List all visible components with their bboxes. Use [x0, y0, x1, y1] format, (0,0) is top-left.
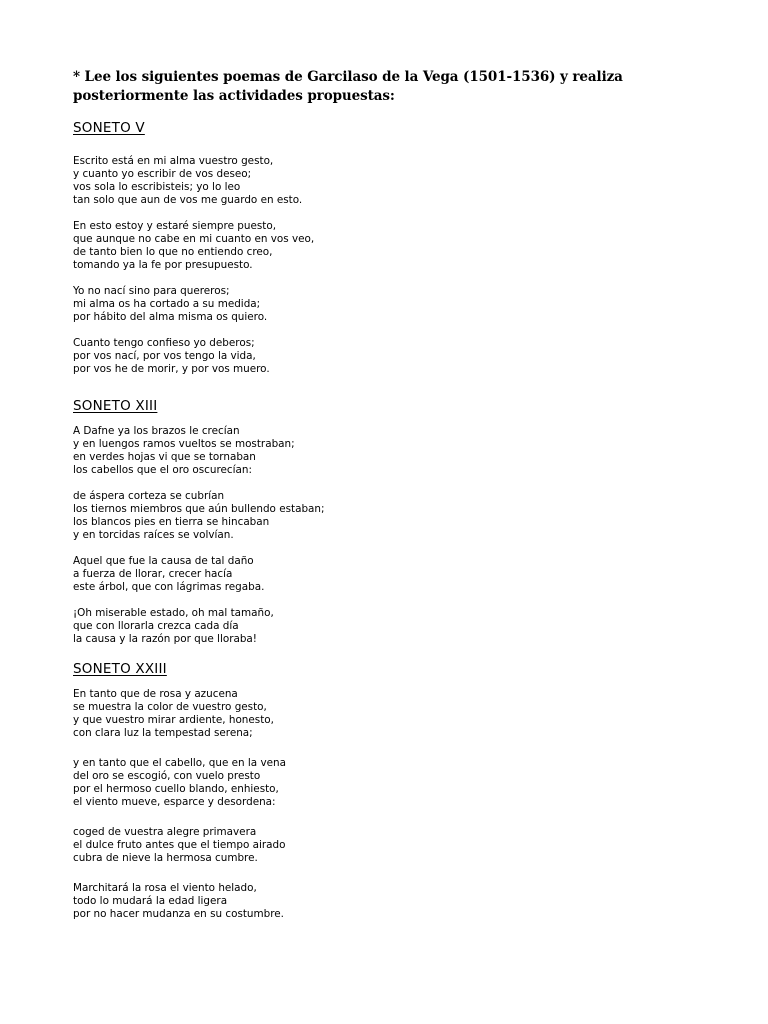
- verse-line: de tanto bien lo que no entiendo creo,: [73, 246, 273, 258]
- sonnet-xiii: [73, 398, 703, 646]
- sonnet-xxiii: [73, 661, 703, 921]
- stanza: [73, 757, 703, 809]
- verse-line: los cabellos que el oro oscurecían:: [73, 464, 252, 476]
- stanza: [73, 155, 703, 207]
- verse-line: a fuerza de llorar, crecer hacía: [73, 568, 233, 580]
- verse-line: en verdes hojas vi que se tornaban: [73, 451, 256, 463]
- verse-line: tan solo que aun de vos me guardo en esto.: [73, 194, 303, 206]
- verse-line: los tiernos miembros que aún bullendo estaban;: [73, 503, 325, 515]
- verse-line: cubra de nieve la hermosa cumbre.: [73, 852, 258, 864]
- verse-line: En tanto que de rosa y azucena: [73, 688, 238, 700]
- verse-line: Escrito está en mi alma vuestro gesto,: [73, 155, 274, 167]
- stanza: [73, 555, 703, 594]
- verse-line: del oro se escogió, con vuelo presto: [73, 770, 261, 782]
- stanza: [73, 337, 703, 376]
- verse-line: la causa y la razón por que lloraba!: [73, 633, 257, 645]
- verse-line: mi alma os ha cortado a su medida;: [73, 298, 261, 310]
- verse-line: Cuanto tengo confieso yo deberos;: [73, 337, 255, 349]
- verse-line: Aquel que fue la causa de tal daño: [73, 555, 254, 567]
- verse-line: y en tanto que el cabello, que en la vena: [73, 757, 286, 769]
- verse-line: por no hacer mudanza en su costumbre.: [73, 908, 284, 920]
- verse-line: que con llorarla crezca cada día: [73, 620, 239, 632]
- verse-line: A Dafne ya los brazos le crecían: [73, 425, 240, 437]
- verse-line: vos sola lo escribisteis; yo lo leo: [73, 181, 241, 193]
- verse-line: Yo no nací sino para quereros;: [73, 285, 230, 297]
- stanza: [73, 826, 703, 865]
- stanza: [73, 285, 703, 324]
- stanza: [73, 220, 703, 272]
- sonnet-title: SONETO XXIII: [73, 661, 167, 677]
- verse-line: con clara luz la tempestad serena;: [73, 727, 253, 739]
- verse-line: de áspera corteza se cubrían: [73, 490, 225, 502]
- verse-line: por hábito del alma misma os quiero.: [73, 311, 268, 323]
- stanza: [73, 490, 703, 542]
- verse-line: que aunque no cabe en mi cuanto en vos veo,: [73, 233, 315, 245]
- intro-instructions: * Lee los siguientes poemas de Garcilaso de la Vega (1501-1536) y realiza posteriormente las actividades propuestas:: [73, 69, 623, 104]
- sonnet-v: [73, 120, 703, 376]
- verse-line: tomando ya la fe por presupuesto.: [73, 259, 253, 271]
- verse-line: coged de vuestra alegre primavera: [73, 826, 257, 838]
- stanza: [73, 607, 703, 646]
- document-page: [73, 68, 703, 921]
- verse-line: y que vuestro mirar ardiente, honesto,: [73, 714, 274, 726]
- verse-line: por vos he de morir, y por vos muero.: [73, 363, 270, 375]
- verse-line: por el hermoso cuello blando, enhiesto,: [73, 783, 279, 795]
- verse-line: y en torcidas raíces se volvían.: [73, 529, 234, 541]
- verse-line: En esto estoy y estaré siempre puesto,: [73, 220, 276, 232]
- verse-line: y cuanto yo escribir de vos deseo;: [73, 168, 252, 180]
- stanza: [73, 688, 703, 740]
- verse-line: los blancos pies en tierra se hincaban: [73, 516, 270, 528]
- verse-line: por vos nací, por vos tengo la vida,: [73, 350, 256, 362]
- verse-line: el dulce fruto antes que el tiempo airado: [73, 839, 286, 851]
- stanza: [73, 425, 703, 477]
- verse-line: y en luengos ramos vueltos se mostraban;: [73, 438, 295, 450]
- verse-line: todo lo mudará la edad ligera: [73, 895, 228, 907]
- sonnet-title: SONETO XIII: [73, 398, 158, 414]
- sonnet-title: SONETO V: [73, 120, 145, 136]
- verse-line: Marchitará la rosa el viento helado,: [73, 882, 257, 894]
- verse-line: este árbol, que con lágrimas regaba.: [73, 581, 265, 593]
- verse-line: el viento mueve, esparce y desordena:: [73, 796, 276, 808]
- stanza: [73, 882, 703, 921]
- verse-line: se muestra la color de vuestro gesto,: [73, 701, 267, 713]
- verse-line: ¡Oh miserable estado, oh mal tamaño,: [73, 607, 274, 619]
